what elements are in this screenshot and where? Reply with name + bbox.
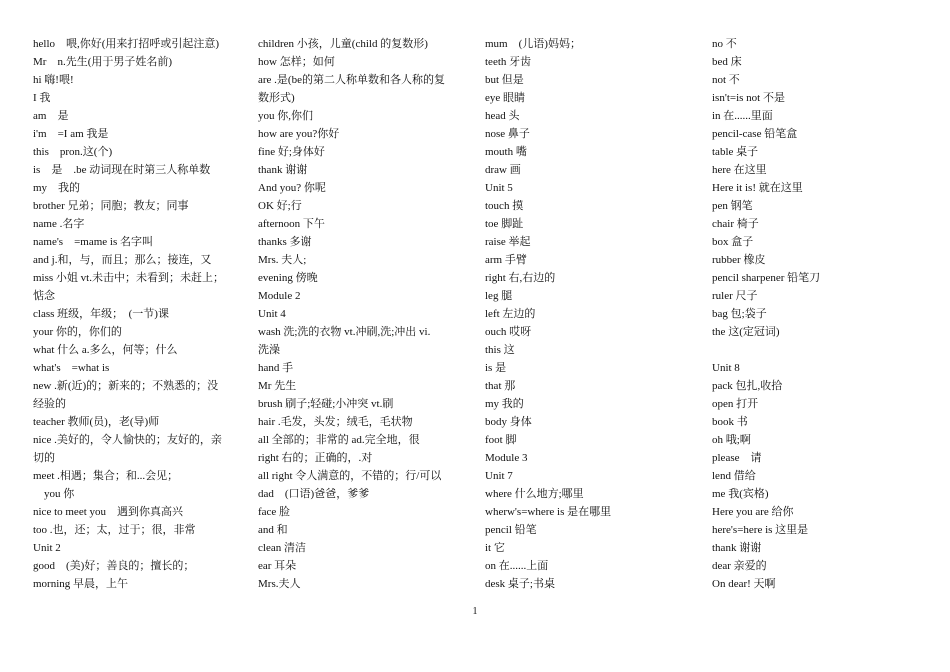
vocab-line: how are you?你好	[258, 128, 340, 140]
vocab-line: pack 包扎,收拾	[712, 380, 783, 392]
vocab-column-1	[33, 35, 241, 593]
vocab-line: Mrs. 夫人;	[258, 254, 307, 266]
vocab-line: touch 摸	[485, 200, 524, 212]
vocab-line: lend 借给	[712, 470, 756, 482]
vocab-line: evening 傍晚	[258, 272, 318, 284]
vocab-line: too .也，还；太，过于；很，非常	[33, 524, 196, 536]
vocab-line: clean 清洁	[258, 542, 306, 554]
vocab-line: ruler 尺子	[712, 290, 758, 302]
vocab-line: box 盒子	[712, 236, 754, 248]
vocab-line: is 是 .be 动词现在时第三人称单数	[33, 164, 211, 176]
vocab-line: you 你	[33, 488, 75, 500]
vocab-line: ouch 哎呀	[485, 326, 532, 338]
vocab-line: fine 好;身体好	[258, 146, 325, 158]
vocab-line	[712, 341, 924, 359]
vocab-line: draw 画	[485, 164, 521, 176]
page-number: 1	[472, 606, 478, 617]
vocab-line: Module 2	[258, 290, 301, 302]
vocab-line: am 是	[33, 110, 69, 122]
vocab-line: Mrs.夫人	[258, 578, 301, 590]
vocab-line: rubber 橡皮	[712, 254, 766, 266]
vocab-line: thank 谢谢	[258, 164, 308, 176]
vocab-line: 切的	[33, 452, 55, 464]
vocab-line: Unit 5	[485, 182, 513, 194]
vocab-line: Here you are 给你	[712, 506, 794, 518]
vocab-line: it 它	[485, 542, 505, 554]
vocab-line: name's =mame is 名字叫	[33, 236, 154, 248]
vocab-line: OK 好;行	[258, 200, 302, 212]
vocab-line: hair .毛发，头发；绒毛，毛状物	[258, 416, 413, 428]
vocab-line: but 但是	[485, 74, 524, 86]
vocab-line: Here it is! 就在这里	[712, 182, 803, 194]
vocab-line: and j.和，与，而且；那么；接连，又	[33, 254, 212, 266]
vocab-line: toe 脚趾	[485, 218, 524, 230]
vocab-line: this pron.这(个)	[33, 146, 113, 158]
vocab-line: face 脸	[258, 506, 291, 518]
vocab-line: my 我的	[485, 398, 524, 410]
vocab-line: morning 早晨，上午	[33, 578, 129, 590]
vocab-line: no 不	[712, 38, 737, 50]
vocab-line: afternoon 下午	[258, 218, 325, 230]
vocab-line: 经验的	[33, 398, 66, 410]
vocab-line: leg 腿	[485, 290, 513, 302]
vocab-line: 洗澡	[258, 344, 280, 356]
vocab-line: are .是(be的第二人称单数和各人称的复	[258, 74, 445, 86]
vocab-line: what 什么 a.多么，何等；什么	[33, 344, 178, 356]
vocab-line: bag 包;袋子	[712, 308, 767, 320]
vocab-line: hello 喂,你好(用来打招呼或引起注意)	[33, 38, 220, 50]
vocab-line: miss 小姐 vt.未击中；未看到；未赶上；	[33, 272, 224, 284]
vocab-line: Mr n.先生(用于男子姓名前)	[33, 56, 173, 68]
vocab-line: eye 眼睛	[485, 92, 526, 104]
vocab-line: left 左边的	[485, 308, 536, 320]
vocab-line: mum (儿语)妈妈；	[485, 38, 581, 50]
vocab-line: body 身体	[485, 416, 532, 428]
vocab-line: all 全部的；非常的 ad.完全地，很	[258, 434, 420, 446]
vocab-line: raise 举起	[485, 236, 531, 248]
vocab-line: thank 谢谢	[712, 542, 762, 554]
vocab-line: new .新(近)的；新来的；不熟悉的；没	[33, 380, 219, 392]
vocab-line: wherw's=where is 是在哪里	[485, 506, 612, 518]
vocab-line: that 那	[485, 380, 516, 392]
vocab-line: On dear! 天啊	[712, 578, 776, 590]
vocab-line: right 右的；正确的，.对	[258, 452, 373, 464]
vocab-line: bed 床	[712, 56, 742, 68]
vocab-column-4	[712, 35, 924, 593]
vocab-line: pen 钢笔	[712, 200, 753, 212]
vocab-line: your 你的，你们的	[33, 326, 122, 338]
vocab-line: here's=here is 这里是	[712, 524, 809, 536]
vocab-line: pencil sharpener 铅笔刀	[712, 272, 821, 284]
vocab-line: good (美)好；善良的；擅长的；	[33, 560, 195, 572]
vocab-line: class 班级，年级； (一节)课	[33, 308, 169, 320]
vocab-line: hand 手	[258, 362, 294, 374]
vocab-line: not 不	[712, 74, 740, 86]
vocab-line: on 在......上面	[485, 560, 549, 572]
vocab-line: pencil-case 铅笔盒	[712, 128, 798, 140]
vocab-line: nice to meet you 遇到你真高兴	[33, 506, 184, 518]
vocab-line: pencil 铅笔	[485, 524, 537, 536]
vocab-line: how 怎样；如何	[258, 56, 335, 68]
vocab-line: you 你,你们	[258, 110, 313, 122]
vocab-line: table 桌子	[712, 146, 759, 158]
vocab-line: hi 嗨!喂!	[33, 74, 74, 86]
vocab-line: name .名字	[33, 218, 85, 230]
vocab-line: Unit 8	[712, 362, 740, 374]
vocab-line: in 在......里面	[712, 110, 773, 122]
vocab-line: Unit 2	[33, 542, 61, 554]
vocab-line: right 右,右边的	[485, 272, 556, 284]
vocab-line: ear 耳朵	[258, 560, 297, 572]
vocab-line: is 是	[485, 362, 507, 374]
vocab-line: foot 脚	[485, 434, 517, 446]
vocab-line: nice .美好的，令人愉快的；友好的，亲	[33, 434, 222, 446]
vocab-line: meet .相遇；集合；和...会见；	[33, 470, 179, 482]
vocab-line: i'm =I am 我是	[33, 128, 109, 140]
vocab-line: me 我(宾格)	[712, 488, 769, 500]
vocab-line: chair 椅子	[712, 218, 759, 230]
vocab-line: arm 手臂	[485, 254, 527, 266]
vocab-column-3	[485, 35, 695, 593]
vocab-line: oh 哦;啊	[712, 434, 751, 446]
vocab-line: brother 兄弟；同胞；教友；同事	[33, 200, 189, 212]
vocab-line: what's =what is	[33, 362, 110, 374]
vocab-line: head 头	[485, 110, 520, 122]
vocab-line: brush 刷子;轻碰;小冲突 vt.刷	[258, 398, 394, 410]
vocab-line: 数形式)	[258, 92, 295, 104]
vocab-line: dad (口语)爸爸，爹爹	[258, 488, 370, 500]
vocab-line: Unit 7	[485, 470, 513, 482]
vocab-line: Unit 4	[258, 308, 286, 320]
vocab-line: nose 鼻子	[485, 128, 530, 140]
vocab-line: thanks 多谢	[258, 236, 312, 248]
vocab-line: 惦念	[33, 290, 55, 302]
vocab-line: isn't=is not 不是	[712, 92, 785, 104]
vocab-line: I 我	[33, 92, 51, 104]
vocab-line: book 书	[712, 416, 748, 428]
vocab-line: wash 洗;洗的衣物 vt.冲刷,洗;冲出 vi.	[258, 326, 431, 338]
vocab-line: And you? 你呢	[258, 182, 326, 194]
vocab-line: Mr 先生	[258, 380, 297, 392]
vocab-line: where 什么地方;哪里	[485, 488, 584, 500]
vocab-line: this 这	[485, 344, 515, 356]
vocab-line: children 小孩，儿童(child 的复数形)	[258, 38, 428, 50]
vocab-line: dear 亲爱的	[712, 560, 767, 572]
vocab-line: mouth 嘴	[485, 146, 527, 158]
vocab-line: all right 令人满意的，不错的；行/可以	[258, 470, 442, 482]
vocab-line: my 我的	[33, 182, 81, 194]
vocab-line: please 请	[712, 452, 762, 464]
vocab-line: desk 桌子;书桌	[485, 578, 555, 590]
vocab-line: and 和	[258, 524, 288, 536]
vocab-line: the 这(定冠词)	[712, 326, 780, 338]
vocab-line: Module 3	[485, 452, 528, 464]
vocab-column-2	[258, 35, 470, 593]
vocab-line: teacher 教师(员)，老(导)师	[33, 416, 160, 428]
vocab-line: here 在这里	[712, 164, 767, 176]
vocab-line: open 打开	[712, 398, 759, 410]
vocab-line: teeth 牙齿	[485, 56, 532, 68]
